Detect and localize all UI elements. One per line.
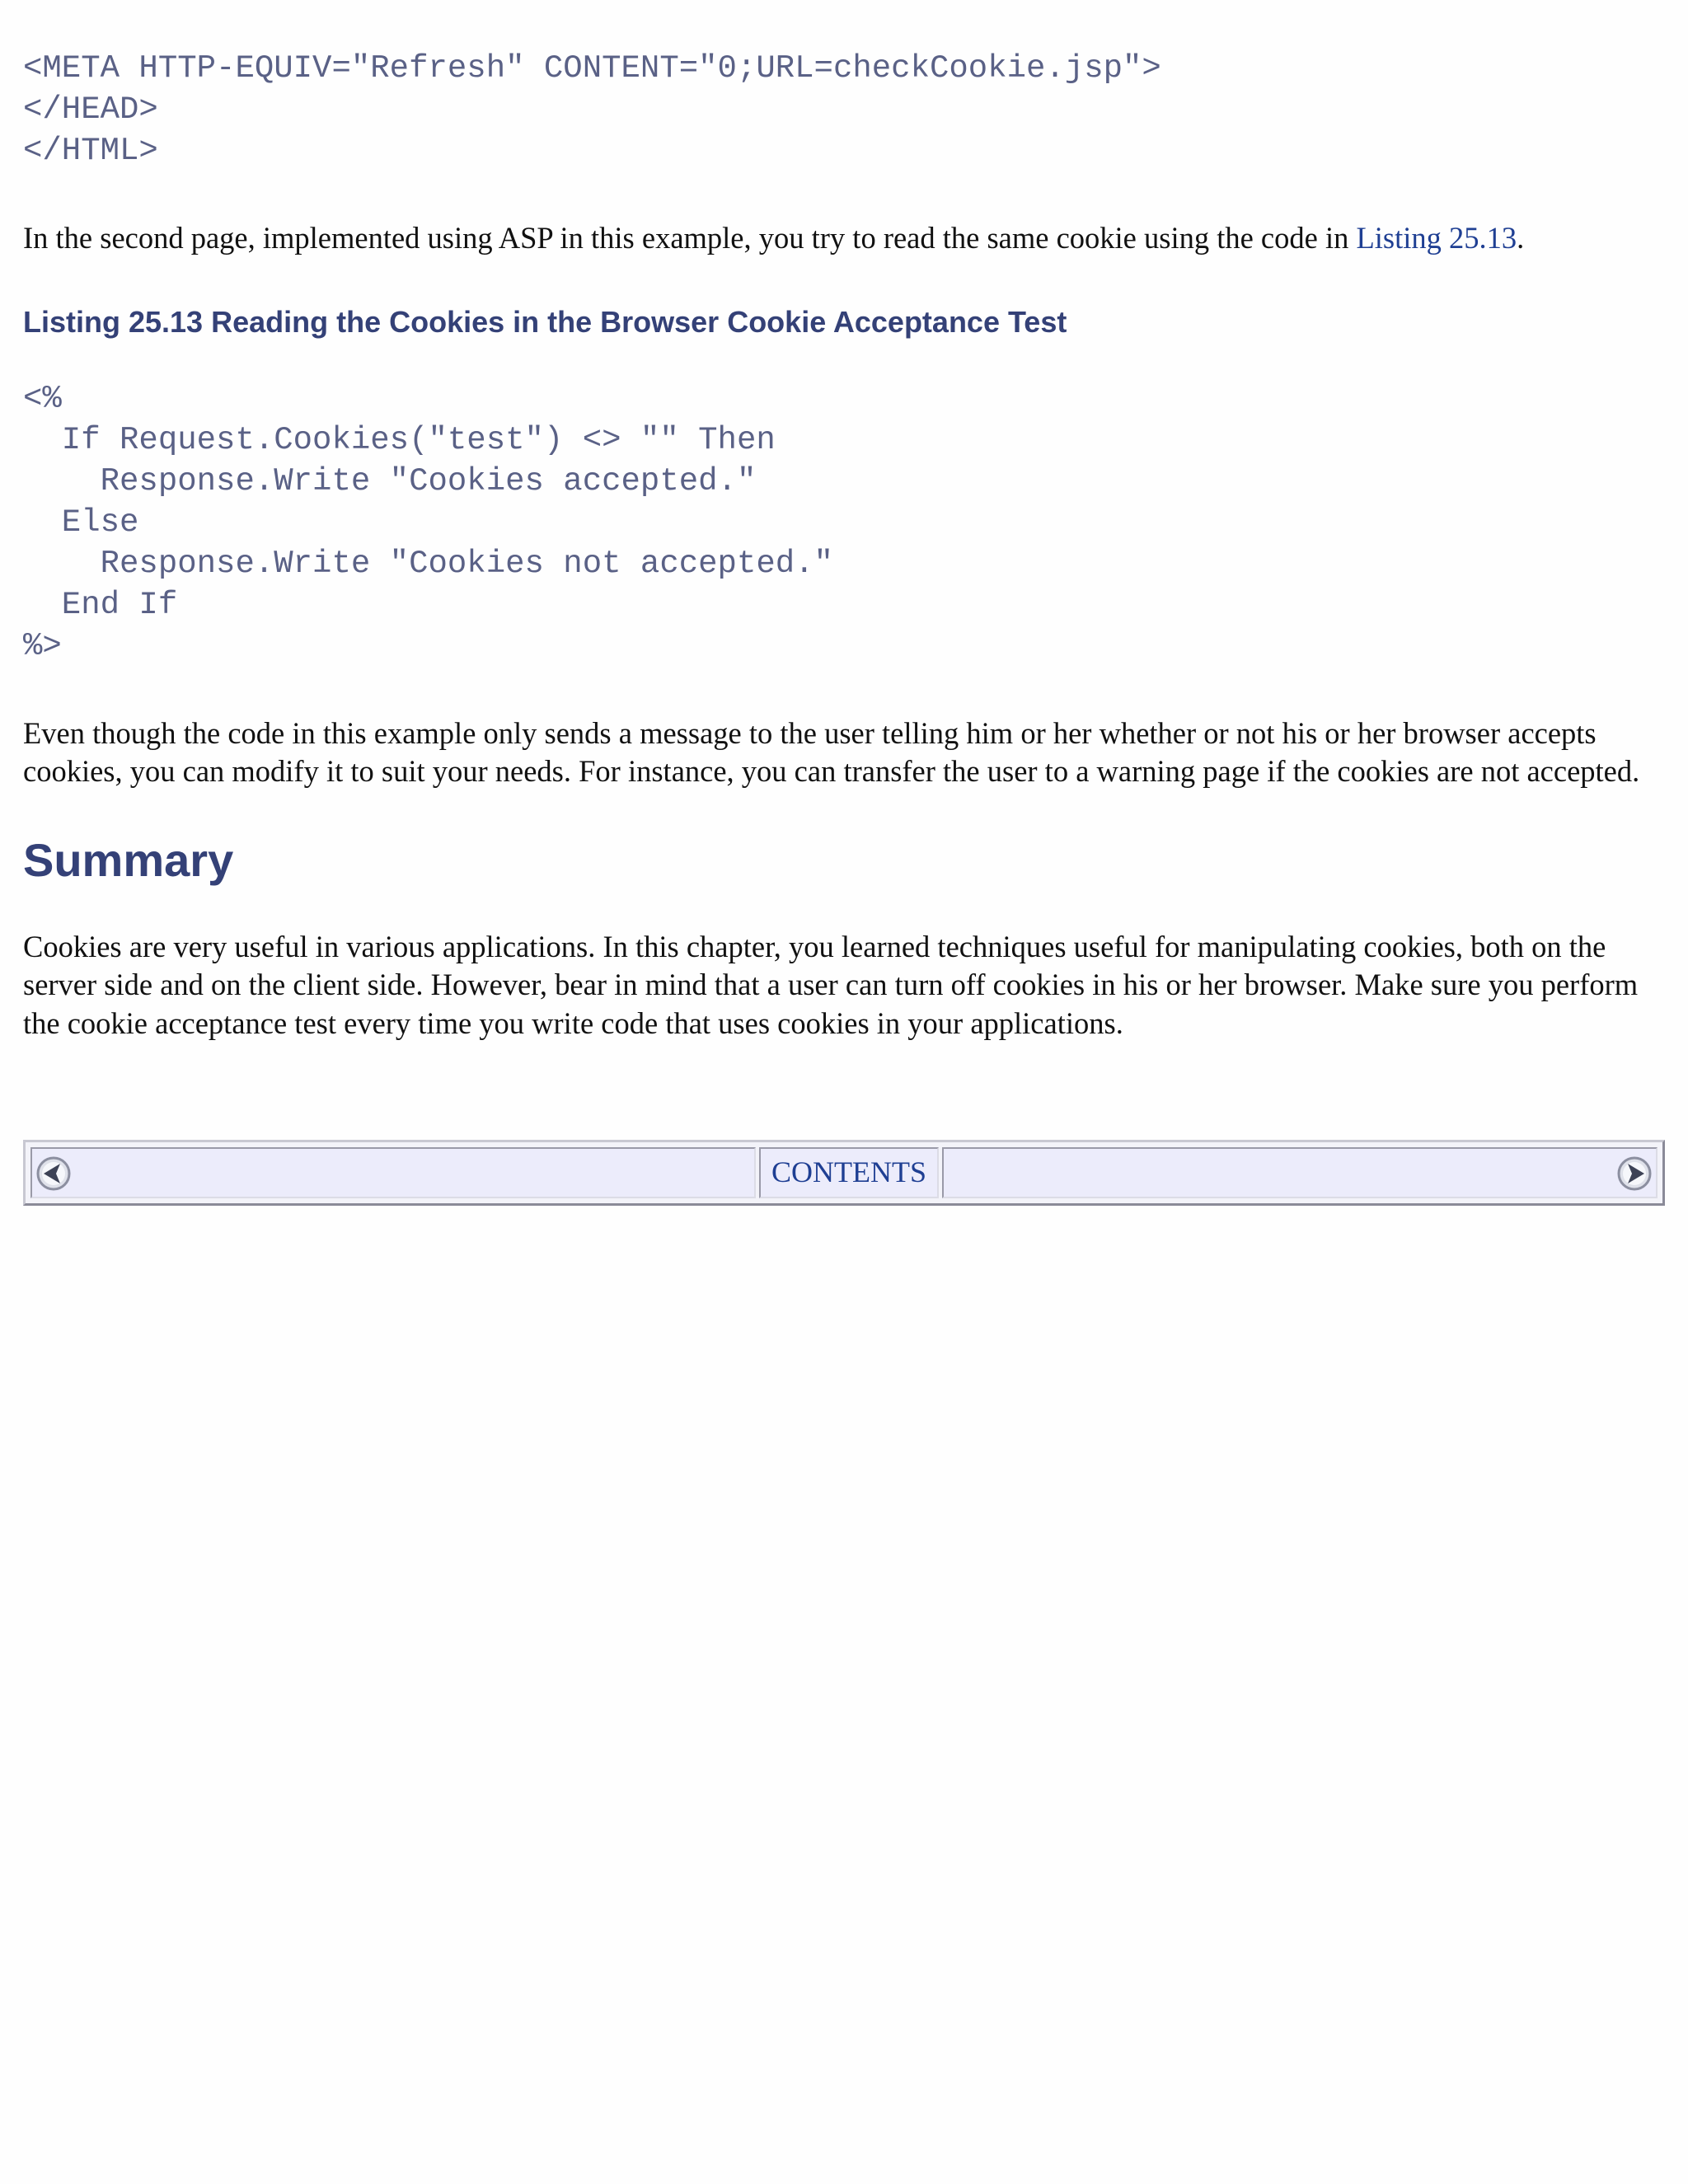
code-line: If Request.Cookies("test") <> "" Then — [23, 421, 776, 458]
previous-arrow-icon[interactable] — [35, 1155, 72, 1192]
nav-cell-next — [942, 1147, 1658, 1198]
code-line: </HEAD> — [23, 91, 158, 128]
paragraph-intro — [23, 219, 1665, 258]
nav-cell-contents — [759, 1147, 939, 1198]
summary-heading: Summary — [23, 833, 234, 886]
next-arrow-icon[interactable] — [1616, 1155, 1653, 1192]
code-line: <META HTTP-EQUIV="Refresh" CONTENT="0;URL=checkCookie.jsp"> — [23, 50, 1161, 87]
contents-link[interactable]: CONTENTS — [771, 1155, 926, 1188]
paragraph-summary: Cookies are very useful in various applications. In this chapter, you learned techniques useful for manipulating cookies, both on the server side and on the client side. However, bear in mind that a user can turn off cookies in his or her browser. Make sure you perform the cookie acceptance test every time you write code that uses cookies in your applications. — [23, 929, 1639, 1040]
paragraph-explanation: Even though the code in this example only sends a message to the user telling him or her whether or not his or her browser accepts cookies, you can modify it to suit your needs. For instance, you can transfer the user to a warning page if the cookies are not accepted. — [23, 715, 1640, 788]
navigation-bar — [23, 1140, 1665, 1206]
code-block-top — [23, 48, 1665, 171]
code-line: </HTML> — [23, 133, 158, 169]
listing-link[interactable]: Listing 25.13 — [1356, 221, 1517, 255]
code-line: Response.Write "Cookies accepted." — [23, 462, 757, 499]
document-page — [23, 48, 1665, 1043]
code-line: <% — [23, 380, 62, 417]
code-line: %> — [23, 627, 62, 664]
paragraph-end: . — [1517, 221, 1525, 255]
code-listing — [23, 378, 1665, 667]
code-line: Else — [23, 504, 139, 541]
code-line: End If — [23, 586, 178, 623]
nav-cell-previous — [30, 1147, 756, 1198]
code-line: Response.Write "Cookies not accepted." — [23, 545, 833, 582]
paragraph-text: In the second page, implemented using ASP in this example, you try to read the same cookie using the code in — [23, 221, 1357, 255]
listing-title: Listing 25.13 Reading the Cookies in the Browser Cookie Acceptance Test — [23, 304, 1067, 339]
